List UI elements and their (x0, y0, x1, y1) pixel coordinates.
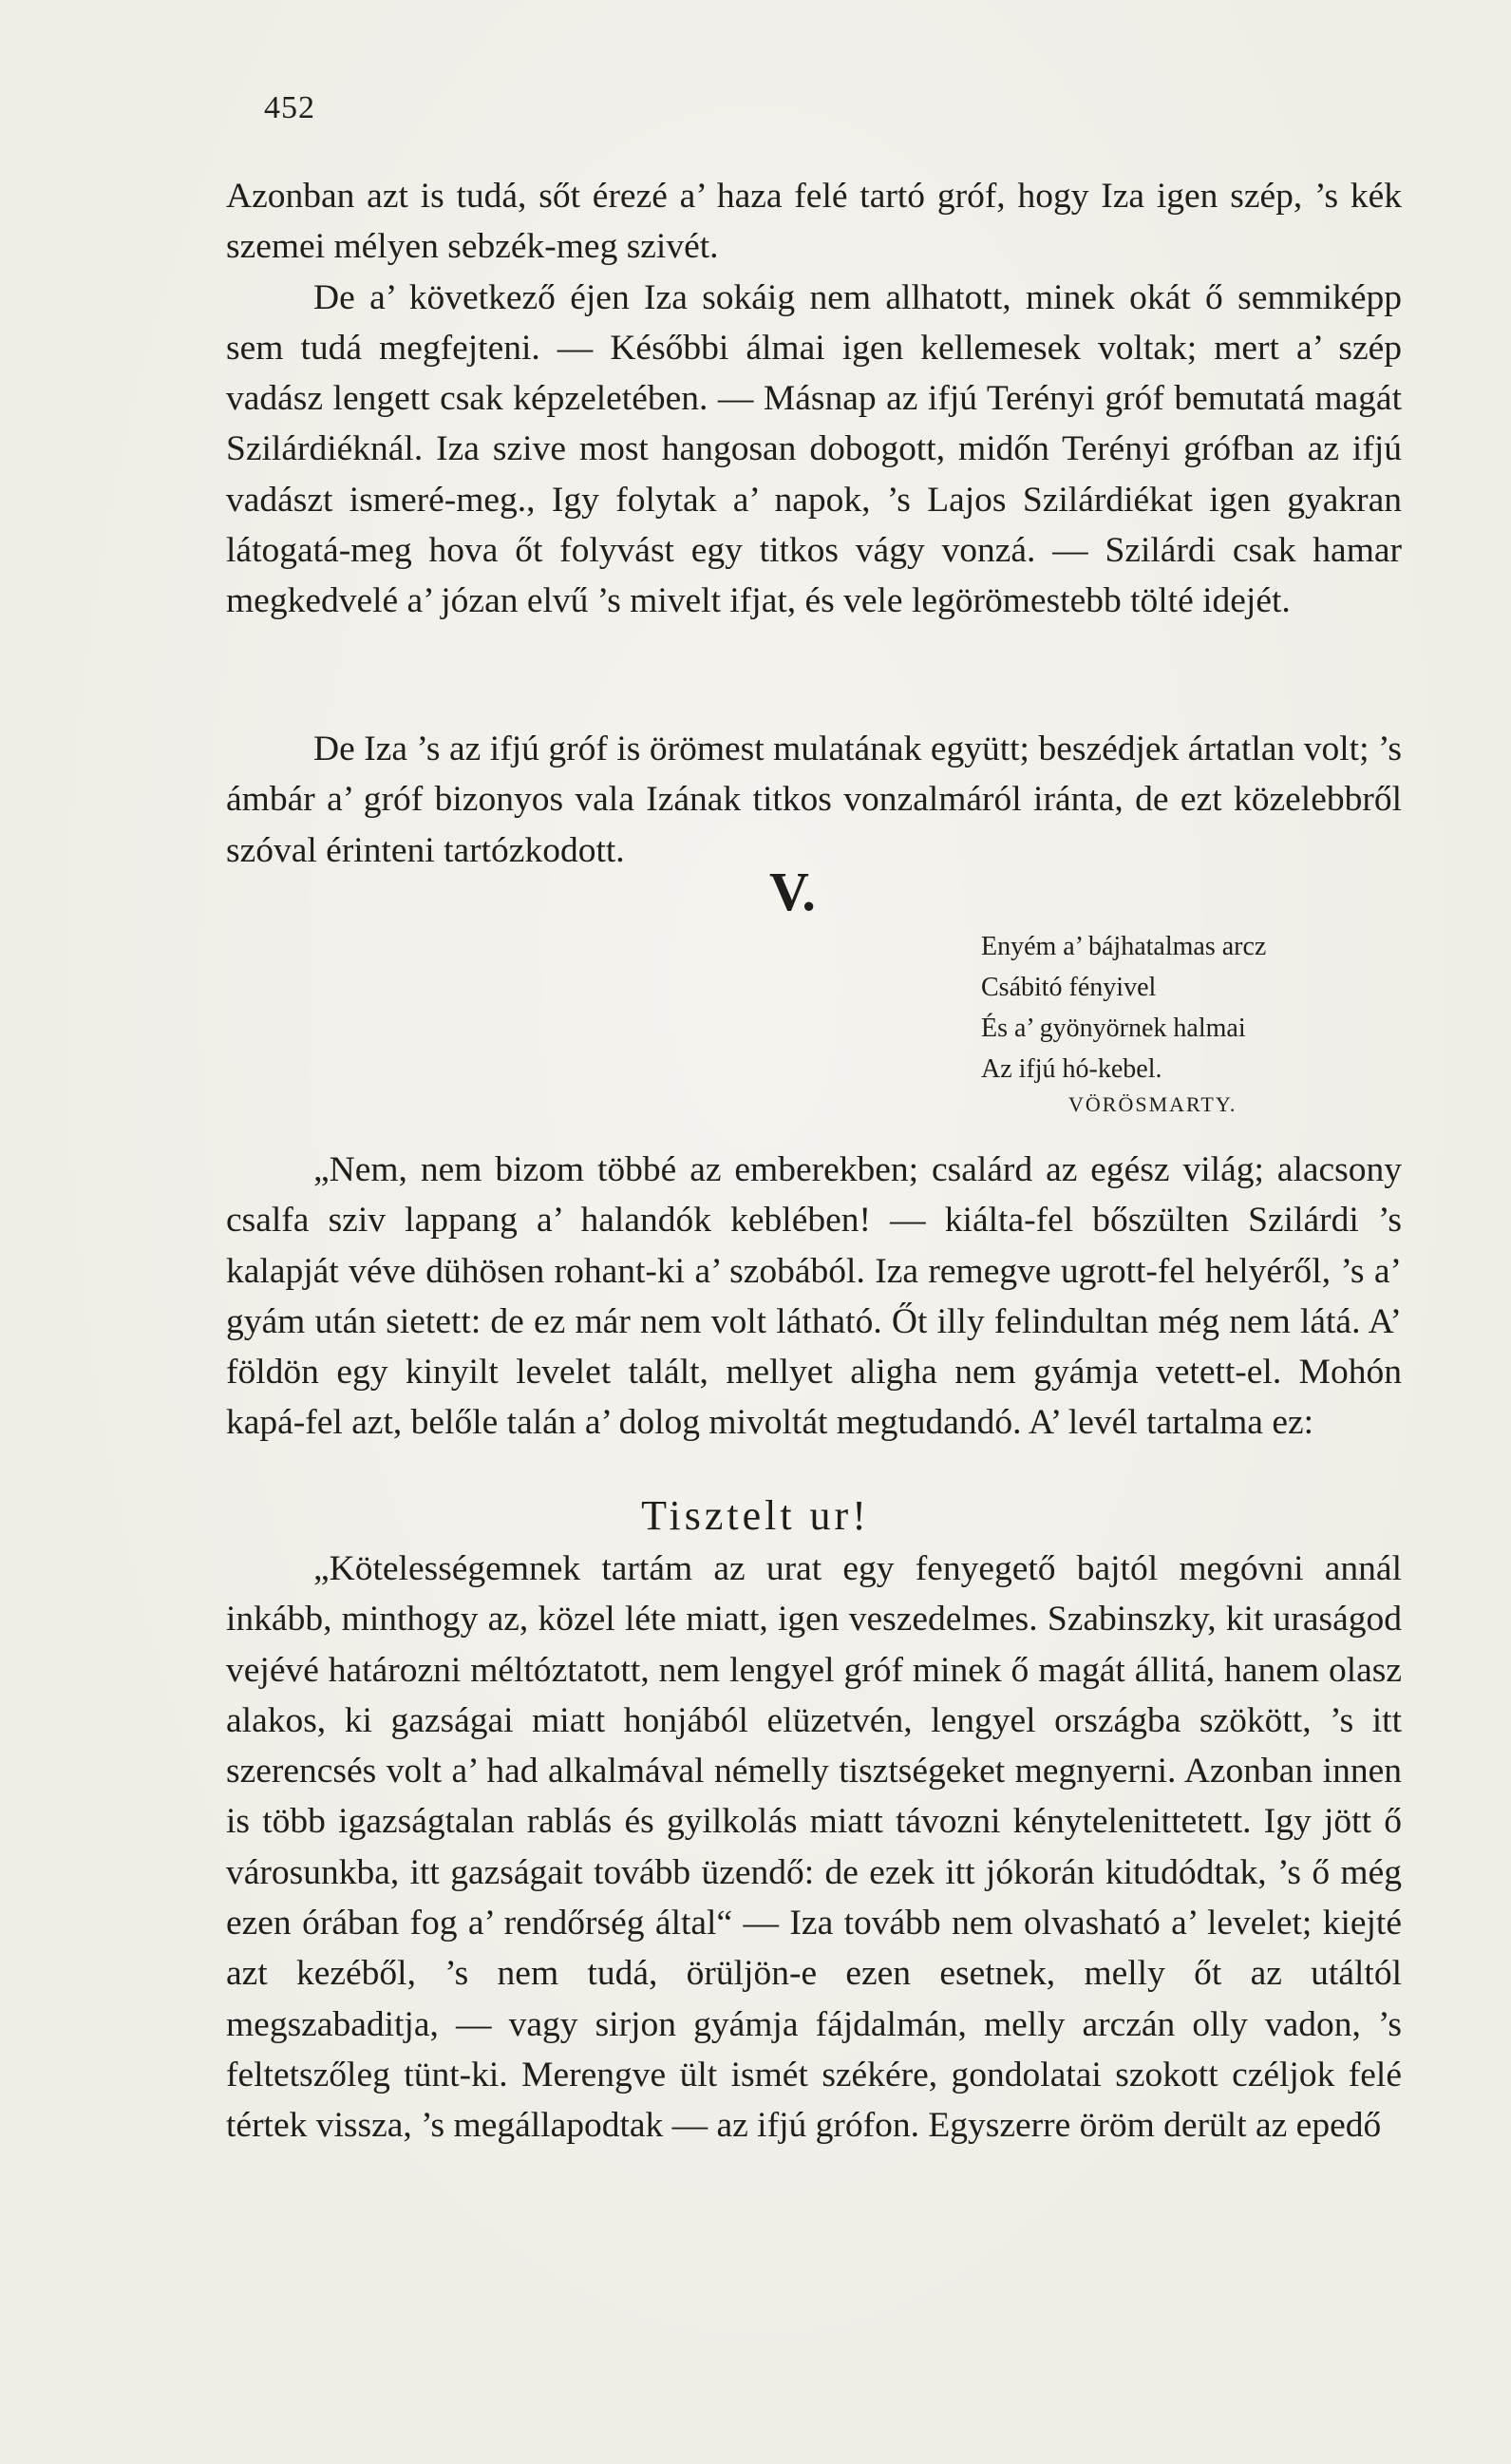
chapter-heading: V. (769, 861, 816, 922)
epigraph-line: Csábitó fényivel (981, 973, 1157, 1002)
epigraph-line: Az ifjú hó-kebel. (981, 1054, 1162, 1084)
section-2-text (226, 1145, 1402, 1449)
section-1-text (226, 171, 1402, 627)
epigraph-line: És a’ gyönyörnek halmai (981, 1014, 1246, 1043)
paragraph: Azonban azt is tudá, sőt érezé a’ haza felé tartó gróf, hogy Iza igen szép, ’s kék szemei mélyen sebzék-meg szivét. (226, 177, 1402, 267)
paragraph: „Kötelességemnek tartám az urat egy fenyegető bajtól megóvni annál inkább, minthogy az, közel léte miatt, igen veszedelmes. Szabinszky, kit uraságod vejévé határozni méltóztatott, nem lengyel gróf minek ő magát állitá, hanem olasz alakos, ki gazságai miatt honjából elüzetvén, lengyel országba szökött, ’s itt szerencsés volt a’ had alkalmával némelly tisztségeket megnyerni. Azonban innen is több igazságtalan rablás és gyilkolás miatt távozni kénytelenittetett. Igy jött ő városunkba, itt gazságait tovább üzendő: de ezek itt jókorán kitudódtak, ’s ő még ezen órában fog a’ rendőrség által“ — Iza tovább nem olvasható a’ levelet; kiejté azt kezéből, ’s nem tudá, örüljön-e ezen esetnek, melly őt az utáltól megszabaditja, — vagy sirjon gyámja fájdalmán, melly arczán olly vadon, ’s feltetszőleg tünt-ki. Merengve ült ismét székére, gondolatai szokott czéljok felé tértek vissza, ’s megállapodtak — az ifjú grófon. Egyszerre öröm derült az epedő (226, 1549, 1402, 2146)
epigraph-line: Enyém a’ bájhatalmas arcz (981, 932, 1267, 961)
letter-salutation: Tisztelt ur! (641, 1492, 870, 1539)
paragraph: De Iza ’s az ifjú gróf is örömest mulatának együtt; beszédjek ártatlan volt; ’s ámbár a’ gróf bizonyos vala Izának titkos vonzalmáról iránta, de ezt közelebbről szóval érinteni tartózkodott. (226, 730, 1402, 870)
paragraph: De a’ következő éjen Iza sokáig nem allhatott, minek okát ő semmiképp sem tudá megfejteni. — Későbbi álmai igen kellemesek voltak; mert a’ szép vadász lengett csak képzeletében. — Másnap az ifjú Terényi gróf bemutatá magát Szilárdiéknál. Iza szive most hangosan dobogott, midőn Terényi grófban az ifjú vadászt ismeré-meg., Igy folytak a’ napok, ’s Lajos Szilárdiékat igen gyakran látogatá-meg hova őt folyvást egy titkos vágy vonzá. — Szilárdi csak hamar megkedvelé a’ józan elvű ’s mivelt ifjat, és vele legörömestebb tölté idejét. (226, 277, 1402, 621)
section-1-closing (226, 724, 1402, 876)
epigraph-author: VÖRÖSMARTY. (1068, 1092, 1237, 1116)
epigraph (981, 926, 1266, 1090)
page-number: 452 (264, 90, 315, 125)
letter-body (226, 1544, 1402, 2151)
paragraph: „Nem, nem bizom többé az emberekben; csalárd az egész világ; alacsony csalfa sziv lappang a’ halandók keblében! — kiálta-fel bőszülten Szilárdi ’s kalapját véve dühösen rohant-ki a’ szobából. Iza remegve ugrott-fel helyéről, ’s a’ gyám után sietett: de ez már nem volt látható. Őt illy felindultan még nem látá. A’ földön egy kinyilt levelet talált, mellyet aligha nem gyámja vetett-el. Mohón kapá-fel azt, belőle talán a’ dolog mivoltát megtudandó. A’ levél tartalma ez: (226, 1150, 1402, 1443)
